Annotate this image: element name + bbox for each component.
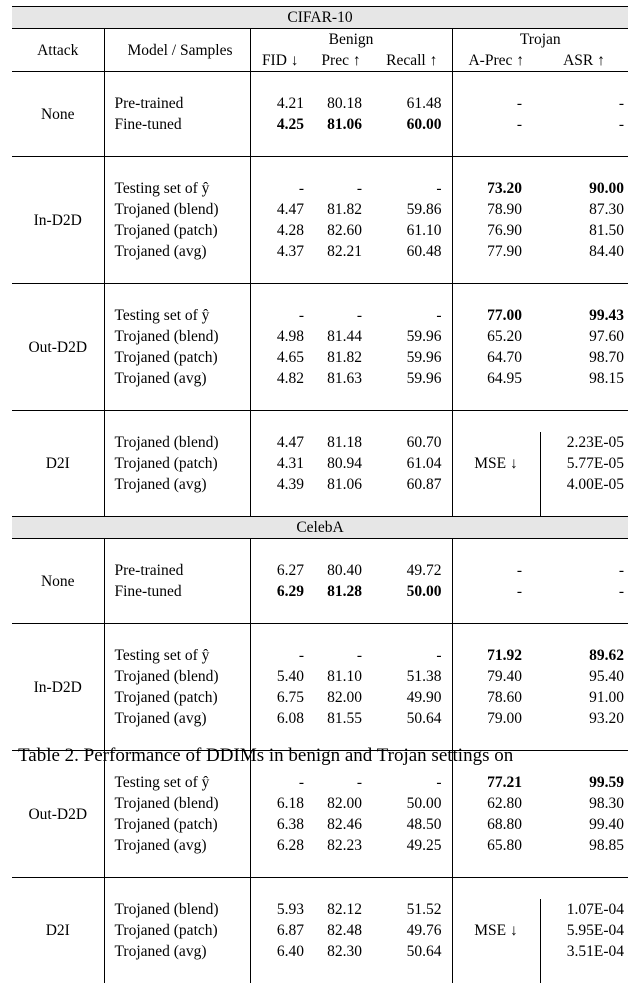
asr-cell: - <box>540 560 628 581</box>
group-separator <box>12 856 628 878</box>
recall-cell: 61.10 <box>372 220 452 241</box>
sep-cell <box>452 72 628 94</box>
fid-cell: 6.18 <box>250 793 310 814</box>
table-row <box>12 178 628 199</box>
sep-cell <box>12 157 104 179</box>
mse-cell: 5.77E-05 <box>540 453 628 474</box>
table-row <box>12 645 628 666</box>
header-aprec: A-Prec ↑ <box>452 50 540 72</box>
sep-cell <box>104 135 250 157</box>
section-title-row <box>12 517 628 539</box>
sep-cell <box>12 878 104 900</box>
model-cell: Testing set of ŷ <box>104 645 250 666</box>
recall-cell: 60.48 <box>372 241 452 262</box>
sep-cell <box>452 539 628 561</box>
sep-cell <box>104 72 250 94</box>
sep-cell <box>540 962 628 983</box>
asr-cell: 81.50 <box>540 220 628 241</box>
sep-cell <box>452 157 628 179</box>
asr-cell: 98.85 <box>540 835 628 856</box>
sep-cell <box>250 135 452 157</box>
group-separator <box>12 72 628 94</box>
asr-cell: 97.60 <box>540 326 628 347</box>
sep-cell <box>12 624 104 646</box>
model-cell: Trojaned (blend) <box>104 899 250 920</box>
table-body <box>12 7 628 983</box>
group-separator <box>12 878 628 900</box>
attack-label: D2I <box>12 432 104 495</box>
table-row <box>12 368 628 389</box>
recall-cell: 59.96 <box>372 347 452 368</box>
table-row <box>12 326 628 347</box>
table-row <box>12 241 628 262</box>
prec-cell: 81.06 <box>310 114 372 135</box>
model-cell: Trojaned (avg) <box>104 368 250 389</box>
sep-cell <box>452 602 628 624</box>
asr-cell: 90.00 <box>540 178 628 199</box>
sep-cell <box>12 284 104 306</box>
model-cell: Fine-tuned <box>104 114 250 135</box>
aprec-cell: 65.20 <box>452 326 540 347</box>
aprec-cell: 64.95 <box>452 368 540 389</box>
table-row <box>12 347 628 368</box>
sep-cell <box>104 624 250 646</box>
sep-cell <box>104 539 250 561</box>
mse-cell: 3.51E-04 <box>540 941 628 962</box>
sep-cell <box>12 389 104 411</box>
sep-cell <box>452 135 628 157</box>
sep-cell <box>452 878 628 900</box>
header-row-top <box>12 29 628 51</box>
sep-cell <box>250 878 452 900</box>
section-title: CelebA <box>12 517 628 539</box>
recall-cell: 59.86 <box>372 199 452 220</box>
prec-cell: 81.63 <box>310 368 372 389</box>
asr-cell: 98.30 <box>540 793 628 814</box>
aprec-cell: 76.90 <box>452 220 540 241</box>
aprec-cell: 78.90 <box>452 199 540 220</box>
sep-cell <box>104 389 250 411</box>
sep-cell <box>250 495 452 517</box>
model-cell: Pre-trained <box>104 560 250 581</box>
header-model: Model / Samples <box>104 29 250 72</box>
fid-cell: 4.65 <box>250 347 310 368</box>
model-cell: Testing set of ŷ <box>104 772 250 793</box>
asr-cell: 98.15 <box>540 368 628 389</box>
fid-cell: 4.47 <box>250 199 310 220</box>
prec-cell: 82.46 <box>310 814 372 835</box>
sep-cell <box>104 962 250 983</box>
fid-cell: 4.25 <box>250 114 310 135</box>
recall-cell: - <box>372 305 452 326</box>
sep-cell <box>452 856 628 878</box>
prec-cell: 81.82 <box>310 347 372 368</box>
table-row <box>12 666 628 687</box>
fid-cell: - <box>250 178 310 199</box>
recall-cell: 49.25 <box>372 835 452 856</box>
prec-cell: 81.06 <box>310 474 372 495</box>
sep-cell <box>452 495 540 517</box>
attack-label: In-D2D <box>12 645 104 729</box>
mse-cell: 5.95E-04 <box>540 920 628 941</box>
recall-cell: - <box>372 772 452 793</box>
group-separator <box>12 602 628 624</box>
fid-cell: 4.47 <box>250 432 310 453</box>
asr-cell: 91.00 <box>540 687 628 708</box>
header-asr: ASR ↑ <box>540 50 628 72</box>
sep-cell <box>452 411 628 433</box>
recall-cell: - <box>372 178 452 199</box>
group-separator <box>12 135 628 157</box>
sep-cell <box>104 856 250 878</box>
group-separator <box>12 495 628 517</box>
header-benign: Benign <box>250 29 452 51</box>
asr-cell: 99.59 <box>540 772 628 793</box>
model-cell: Trojaned (patch) <box>104 220 250 241</box>
sep-cell <box>12 856 104 878</box>
prec-cell: 82.30 <box>310 941 372 962</box>
asr-cell: 98.70 <box>540 347 628 368</box>
asr-cell: 99.43 <box>540 305 628 326</box>
table-row <box>12 114 628 135</box>
asr-cell: 87.30 <box>540 199 628 220</box>
model-cell: Trojaned (patch) <box>104 814 250 835</box>
sep-cell <box>452 962 540 983</box>
sep-cell <box>250 856 452 878</box>
aprec-cell: - <box>452 560 540 581</box>
table-row <box>12 708 628 729</box>
prec-cell: 81.55 <box>310 708 372 729</box>
sep-cell <box>452 262 628 284</box>
header-prec: Prec ↑ <box>310 50 372 72</box>
aprec-cell: - <box>452 114 540 135</box>
fid-cell: 4.31 <box>250 453 310 474</box>
recall-cell: 50.00 <box>372 581 452 602</box>
table-row <box>12 305 628 326</box>
recall-cell: - <box>372 645 452 666</box>
header-fid: FID ↓ <box>250 50 310 72</box>
asr-cell: 89.62 <box>540 645 628 666</box>
recall-cell: 60.87 <box>372 474 452 495</box>
asr-cell: 84.40 <box>540 241 628 262</box>
fid-cell: 5.93 <box>250 899 310 920</box>
recall-cell: 50.64 <box>372 708 452 729</box>
prec-cell: 81.28 <box>310 581 372 602</box>
aprec-cell: 62.80 <box>452 793 540 814</box>
attack-label: Out-D2D <box>12 772 104 856</box>
table-row <box>12 835 628 856</box>
sep-cell <box>104 157 250 179</box>
prec-cell: - <box>310 645 372 666</box>
asr-cell: 93.20 <box>540 708 628 729</box>
recall-cell: 59.96 <box>372 326 452 347</box>
sep-cell <box>12 135 104 157</box>
model-cell: Trojaned (patch) <box>104 347 250 368</box>
sep-cell <box>250 411 452 433</box>
mse-cell: 4.00E-05 <box>540 474 628 495</box>
fid-cell: 6.40 <box>250 941 310 962</box>
sep-cell <box>12 262 104 284</box>
sep-cell <box>452 389 628 411</box>
table-row <box>12 814 628 835</box>
prec-cell: 81.82 <box>310 199 372 220</box>
sep-cell <box>250 962 452 983</box>
aprec-cell: - <box>452 93 540 114</box>
asr-cell: - <box>540 93 628 114</box>
recall-cell: 49.72 <box>372 560 452 581</box>
recall-cell: 50.64 <box>372 941 452 962</box>
aprec-cell: 79.00 <box>452 708 540 729</box>
fid-cell: 6.28 <box>250 835 310 856</box>
model-cell: Trojaned (blend) <box>104 199 250 220</box>
model-cell: Trojaned (avg) <box>104 474 250 495</box>
prec-cell: - <box>310 772 372 793</box>
aprec-cell: 77.90 <box>452 241 540 262</box>
group-separator <box>12 284 628 306</box>
sep-cell <box>12 539 104 561</box>
model-cell: Fine-tuned <box>104 581 250 602</box>
model-cell: Testing set of ŷ <box>104 305 250 326</box>
aprec-cell: 65.80 <box>452 835 540 856</box>
aprec-cell: 78.60 <box>452 687 540 708</box>
section-title: CIFAR-10 <box>12 7 628 29</box>
prec-cell: - <box>310 178 372 199</box>
sep-cell <box>104 602 250 624</box>
table-row <box>12 220 628 241</box>
fid-cell: - <box>250 305 310 326</box>
aprec-cell: 64.70 <box>452 347 540 368</box>
sep-cell <box>250 602 452 624</box>
model-cell: Pre-trained <box>104 93 250 114</box>
fid-cell: 4.98 <box>250 326 310 347</box>
model-cell: Trojaned (blend) <box>104 666 250 687</box>
prec-cell: 82.00 <box>310 793 372 814</box>
fid-cell: - <box>250 645 310 666</box>
group-separator <box>12 624 628 646</box>
model-cell: Trojaned (blend) <box>104 793 250 814</box>
prec-cell: 81.18 <box>310 432 372 453</box>
sep-cell <box>104 878 250 900</box>
recall-cell: 60.00 <box>372 114 452 135</box>
aprec-cell: 68.80 <box>452 814 540 835</box>
recall-cell: 61.04 <box>372 453 452 474</box>
model-cell: Testing set of ŷ <box>104 178 250 199</box>
model-cell: Trojaned (blend) <box>104 432 250 453</box>
asr-cell: - <box>540 581 628 602</box>
sep-cell <box>12 495 104 517</box>
aprec-cell: 71.92 <box>452 645 540 666</box>
table-row <box>12 560 628 581</box>
sep-cell <box>452 284 628 306</box>
asr-cell: 99.40 <box>540 814 628 835</box>
section-title-row <box>12 7 628 29</box>
recall-cell: 61.48 <box>372 93 452 114</box>
sep-cell <box>12 602 104 624</box>
sep-cell <box>104 262 250 284</box>
header-trojan: Trojan <box>452 29 628 51</box>
sep-cell <box>12 411 104 433</box>
recall-cell: 50.00 <box>372 793 452 814</box>
mse-cell: 1.07E-04 <box>540 899 628 920</box>
sep-cell <box>250 284 452 306</box>
table-row <box>12 899 628 920</box>
fid-cell: 6.29 <box>250 581 310 602</box>
prec-cell: 82.60 <box>310 220 372 241</box>
sep-cell <box>104 495 250 517</box>
attack-label: In-D2D <box>12 178 104 262</box>
table-caption: Table 2. Performance of DDIMs in benign and Trojan settings on <box>18 745 513 767</box>
aprec-cell: - <box>452 581 540 602</box>
fid-cell: 6.87 <box>250 920 310 941</box>
fid-cell: - <box>250 772 310 793</box>
sep-cell <box>12 72 104 94</box>
fid-cell: 4.82 <box>250 368 310 389</box>
aprec-cell: 77.21 <box>452 772 540 793</box>
model-cell: Trojaned (patch) <box>104 920 250 941</box>
mse-label: MSE ↓ <box>452 899 540 962</box>
fid-cell: 4.28 <box>250 220 310 241</box>
recall-cell: 49.76 <box>372 920 452 941</box>
recall-cell: 51.52 <box>372 899 452 920</box>
fid-cell: 5.40 <box>250 666 310 687</box>
table-row <box>12 199 628 220</box>
prec-cell: 82.48 <box>310 920 372 941</box>
sep-cell <box>250 72 452 94</box>
results-table <box>12 6 628 983</box>
prec-cell: 80.40 <box>310 560 372 581</box>
attack-label: None <box>12 560 104 602</box>
prec-cell: 80.18 <box>310 93 372 114</box>
model-cell: Trojaned (blend) <box>104 326 250 347</box>
prec-cell: - <box>310 305 372 326</box>
group-separator <box>12 389 628 411</box>
attack-label: D2I <box>12 899 104 962</box>
asr-cell: - <box>540 114 628 135</box>
table-row <box>12 687 628 708</box>
sep-cell <box>250 539 452 561</box>
prec-cell: 82.12 <box>310 899 372 920</box>
model-cell: Trojaned (avg) <box>104 708 250 729</box>
prec-cell: 82.23 <box>310 835 372 856</box>
aprec-cell: 73.20 <box>452 178 540 199</box>
recall-cell: 59.96 <box>372 368 452 389</box>
group-separator <box>12 157 628 179</box>
sep-cell <box>250 624 452 646</box>
fid-cell: 6.38 <box>250 814 310 835</box>
table-row <box>12 93 628 114</box>
prec-cell: 82.00 <box>310 687 372 708</box>
prec-cell: 81.10 <box>310 666 372 687</box>
recall-cell: 49.90 <box>372 687 452 708</box>
fid-cell: 6.75 <box>250 687 310 708</box>
header-attack: Attack <box>12 29 104 72</box>
sep-cell <box>12 962 104 983</box>
sep-cell <box>104 284 250 306</box>
sep-cell <box>250 262 452 284</box>
group-separator <box>12 262 628 284</box>
fid-cell: 4.39 <box>250 474 310 495</box>
mse-label: MSE ↓ <box>452 432 540 495</box>
model-cell: Trojaned (avg) <box>104 941 250 962</box>
group-separator <box>12 411 628 433</box>
sep-cell <box>540 495 628 517</box>
prec-cell: 80.94 <box>310 453 372 474</box>
fid-cell: 4.21 <box>250 93 310 114</box>
prec-cell: 81.44 <box>310 326 372 347</box>
fid-cell: 4.37 <box>250 241 310 262</box>
group-separator <box>12 962 628 983</box>
header-recall: Recall ↑ <box>372 50 452 72</box>
aprec-cell: 79.40 <box>452 666 540 687</box>
sep-cell <box>250 157 452 179</box>
fid-cell: 6.08 <box>250 708 310 729</box>
table-row <box>12 772 628 793</box>
table-row <box>12 581 628 602</box>
attack-label: None <box>12 93 104 135</box>
recall-cell: 51.38 <box>372 666 452 687</box>
recall-cell: 48.50 <box>372 814 452 835</box>
attack-label: Out-D2D <box>12 305 104 389</box>
aprec-cell: 77.00 <box>452 305 540 326</box>
table-row <box>12 793 628 814</box>
prec-cell: 82.21 <box>310 241 372 262</box>
group-separator <box>12 539 628 561</box>
fid-cell: 6.27 <box>250 560 310 581</box>
model-cell: Trojaned (patch) <box>104 687 250 708</box>
recall-cell: 60.70 <box>372 432 452 453</box>
table-row <box>12 432 628 453</box>
asr-cell: 95.40 <box>540 666 628 687</box>
sep-cell <box>452 624 628 646</box>
mse-cell: 2.23E-05 <box>540 432 628 453</box>
model-cell: Trojaned (patch) <box>104 453 250 474</box>
model-cell: Trojaned (avg) <box>104 241 250 262</box>
model-cell: Trojaned (avg) <box>104 835 250 856</box>
sep-cell <box>250 389 452 411</box>
sep-cell <box>104 411 250 433</box>
